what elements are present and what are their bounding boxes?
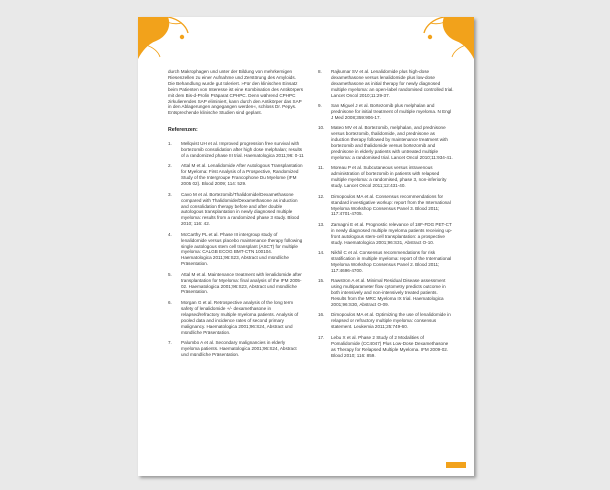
reference-number: 7. bbox=[168, 340, 172, 345]
reference-item bbox=[168, 141, 304, 159]
reference-number: 6. bbox=[168, 299, 172, 305]
reference-list-right bbox=[318, 69, 454, 358]
reference-text: Cavo M et al. Bortezomib/Thalidomide/Dexamethasone compared with Thalidomide/Dexamethasone as induction and consolidation therapy before and after double autologous transplantation in newly diagnosed multiple myeloma: results from a randomized phase 3 study. Blood 2010; 116: 42. bbox=[181, 191, 300, 227]
reference-text: Morgan G et al. Retrospective analysis of the long term safety of lenalidomide +/- dexamethasone in relapsed/refractory multiple myeloma patients. Analysis of pooled data and incidence rates of second primary malignancy. Haematologica 2001;96:S24, Abstract und mündliche Präsentation. bbox=[181, 299, 299, 335]
reference-text: Dimopoulos MA et al. Consensus recommendations for standard investigative workup: report from the International Myeloma Workshop Consensus Panel 3. Blood 2011; 117:4701-4705. bbox=[331, 193, 451, 217]
reference-text: Dimopoulos MA et al. Optimizing the use of lenalidomide in relapsed or refractory multiple myeloma: consensus statement. Leukemia 2011;25:749-60. bbox=[331, 312, 451, 330]
reference-item bbox=[168, 272, 304, 296]
document-page bbox=[138, 17, 474, 476]
orange-ornament-top-left bbox=[138, 17, 190, 59]
reference-number: 12. bbox=[318, 193, 325, 199]
reference-text: Zamagni E et al. Prognostic relevance of 18F-FDG PET-CT in newly diagnosed multiple myeloma patients receiving up-front autologous stem-cell transplantation: a prospective study. Haematologica 2001;96:S31, Abstract O-10. bbox=[331, 221, 453, 245]
reference-item bbox=[318, 335, 454, 359]
intro-paragraph: durch Makrophagen und unter der Bildung von mehrkernigen Riesenzellen zu einer Aufnahme und Zerstörung des Amyloids. Die Behandlung wurde gut toleriert. »Für den klinischen Einsatz beim Patienten von Interesse ist eine Kombination des Antikörpers mit dem Bis-d-Prolin Präparat CPHPC. Denn während CPHPC zirkulierendes SAP eliminiert, kann durch den Antikörper das SAP in den Ablagerungen angegangen werden«, schloss Dr. Pepys. Entsprechende klinische Studien sind geplant. bbox=[168, 69, 304, 116]
reference-item bbox=[318, 250, 454, 274]
reference-item bbox=[168, 300, 304, 335]
orange-ornament-top-right bbox=[422, 17, 474, 59]
reference-text: Palumbo A et al. Secondary malignancies in elderly myeloma patients. Haematologica 2001;96:S24, Abstract und mündliche Präsentation. bbox=[181, 340, 297, 357]
reference-item bbox=[318, 194, 454, 218]
reference-text: Lebu X et al. Phase 2 Study of 2 Modalities of Pomalidomide (CC4047) Plus Low-Dose Dexamethasone as Therapy for Relapsed Multiple Myeloma. IFM 2009-02. Blood 2010; 116: 859. bbox=[331, 334, 449, 358]
reference-number: 14. bbox=[318, 250, 325, 256]
reference-text: McCarthy PL et al. Phase III intergroup study of lenalidomide versus placebo maintenance therapy following single autologous stem cell transplant (ASCT) for multiple myeloma: CALGB ECOG BMT-CTN 100104. Haematologica 2011;96:S23, Abstract und mündliche Präsentation. bbox=[181, 231, 303, 267]
reference-list-left bbox=[168, 141, 304, 358]
reference-item bbox=[168, 232, 304, 267]
reference-number: 3. bbox=[168, 191, 172, 197]
reference-number: 2. bbox=[168, 163, 172, 169]
reference-number: 15. bbox=[318, 278, 325, 284]
references-heading: Referenzen: bbox=[168, 127, 198, 134]
reference-text: Nikhil C et al. Consensus recommendations for risk stratification in multiple myeloma: report of the International Myeloma Workshop Consensus Panel 2. Blood 2011; 117:4696-4700. bbox=[331, 250, 452, 273]
left-column bbox=[168, 69, 304, 362]
reference-number: 10. bbox=[318, 125, 325, 131]
reference-item bbox=[168, 340, 304, 358]
reference-item bbox=[318, 125, 454, 160]
right-column bbox=[318, 69, 454, 363]
reference-item bbox=[318, 278, 454, 308]
reference-item bbox=[318, 69, 454, 99]
reference-number: 17. bbox=[318, 334, 325, 340]
reference-number: 8. bbox=[318, 69, 322, 74]
reference-number: 11. bbox=[318, 165, 325, 171]
reference-item bbox=[168, 192, 304, 227]
reference-number: 1. bbox=[168, 141, 172, 147]
reference-text: Mellqvist UH et al. Improved progression free survival with bortezomib consolidation after high dose melphalan; results of a randomized phase III trial. Haematologica 2011;96: 0-11 bbox=[181, 141, 304, 158]
reference-item bbox=[168, 163, 304, 187]
reference-text: Mateo MV et al. Bortezomib, melphalan, and prednisone versus bortezomib, thalidomide, and prednisone as induction therapy followed by maintenance treatment with bortezomib and thalidomide versus bortezomib and prednisone in elderly patients with untreated multiple myeloma: a randomised trial. Lancet Oncol 2010;11:934-41. bbox=[331, 125, 453, 160]
reference-number: 9. bbox=[318, 103, 322, 109]
reference-text: Rawstron A et al. Minimal Residual Disease assessment using multiparameter flow cytometry predicts outcome in both intensively and non-intensively treated patients. Results from the MRC Myeloma IX trial. Haematologica 2001;96:S30, Abstract O-09. bbox=[331, 278, 446, 307]
reference-item bbox=[318, 222, 454, 246]
reference-number: 4. bbox=[168, 231, 172, 237]
page-corner-badge bbox=[446, 462, 466, 468]
reference-item bbox=[318, 312, 454, 330]
reference-item bbox=[318, 103, 454, 121]
reference-item bbox=[318, 165, 454, 189]
reference-number: 16. bbox=[318, 312, 325, 318]
reference-text: Attal M et al. Maintenance treatment with lenalidomide after transplantation for Myeloma: final analysis of the IFM 2005-02. Haematologica 2001;96:S23, Abstract und mündliche Präsentation. bbox=[181, 271, 302, 295]
reference-text: Moreau P et al. Subcutaneous versus intravenous administration of bortezomib in patients with relapsed multiple myeloma: a randomised, phase 3, non-inferiority study. Lancet Oncol 2011;12:431-40. bbox=[331, 165, 447, 189]
reference-number: 13. bbox=[318, 221, 325, 227]
reference-text: Attal M et al. Lenalidomide After Autologous Transplantation for Myeloma: First Analysis of a Prospective, Randomized Study of the Intergroupe Francophone Du Myelome (IFM 2005 02). Blood 2009; 114: 529. bbox=[181, 163, 303, 187]
reference-text: Rajkumar SV et al. Lenalidomide plus high-dose dexamethasone versus lenalidomide plus low-dose dexamethasone as initial therapy for newly diagnosed multiple myeloma: an open-label randomised controlled trial. Lancet Oncol 2010;11:29-37. bbox=[331, 69, 454, 98]
reference-number: 5. bbox=[168, 271, 172, 277]
reference-text: San Miguel J et al. Bortezomib plus melphalan and prednisone for initial treatment of multiple myeloma. N Engl J Med 2008;359:906-17. bbox=[331, 103, 452, 120]
